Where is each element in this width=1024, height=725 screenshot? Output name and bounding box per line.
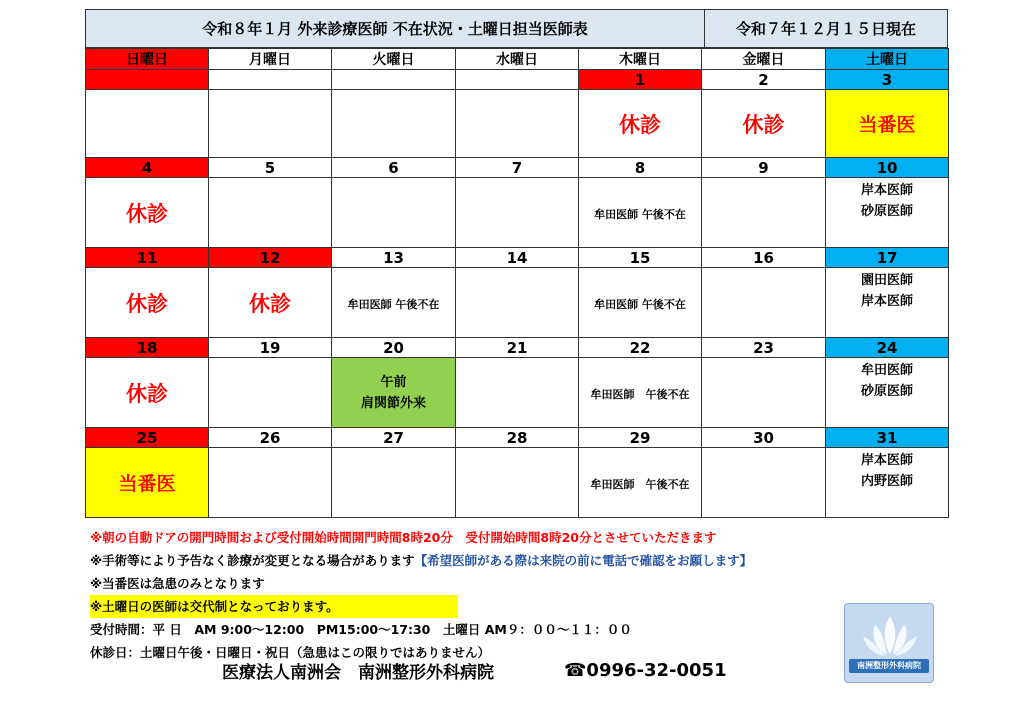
schedule-cell bbox=[702, 358, 826, 428]
schedule-sheet bbox=[85, 9, 948, 518]
date-number: 22 bbox=[579, 338, 702, 358]
schedule-cell bbox=[209, 358, 332, 428]
schedule-cell bbox=[579, 178, 702, 248]
schedule-cell bbox=[826, 358, 949, 428]
schedule-cell bbox=[579, 268, 702, 338]
schedule-row bbox=[86, 448, 949, 518]
schedule-cell bbox=[579, 448, 702, 518]
weekday-header: 土曜日 bbox=[826, 49, 949, 70]
closed-label: 休診 bbox=[742, 112, 785, 137]
schedule-cell bbox=[209, 268, 332, 338]
calendar-table bbox=[85, 48, 949, 518]
note-change-text: ※手術等により予告なく診療が変更となる場合があります bbox=[90, 553, 415, 568]
saturday-doctor: 岸本医師 bbox=[860, 294, 913, 309]
doctor-absence-note: 牟田医師 午後不在 bbox=[590, 388, 690, 401]
duty-doctor-label: 当番医 bbox=[118, 473, 176, 495]
date-number: 4 bbox=[86, 158, 209, 178]
doctor-absence-note: 牟田医師 午後不在 bbox=[347, 298, 440, 311]
closed-label: 休診 bbox=[126, 201, 168, 226]
schedule-cell bbox=[86, 178, 209, 248]
schedule-cell bbox=[826, 448, 949, 518]
date-number: 9 bbox=[702, 158, 826, 178]
date-row bbox=[86, 248, 949, 268]
closed-label: 休診 bbox=[126, 381, 168, 406]
schedule-cell bbox=[702, 448, 826, 518]
date-number: 26 bbox=[209, 428, 332, 448]
date-number: 3 bbox=[826, 70, 949, 90]
date-number bbox=[332, 70, 456, 90]
date-row bbox=[86, 158, 949, 178]
weekday-header-row bbox=[86, 49, 949, 70]
note-door-time: ※朝の自動ドアの開門時間および受付開始時間開門時間8時20分 受付開始時間8時20分とさせていただきます bbox=[90, 530, 717, 545]
duty-doctor-label: 当番医 bbox=[858, 114, 916, 136]
closed-label: 休診 bbox=[249, 291, 291, 316]
date-number: 1 bbox=[579, 70, 702, 90]
page-title: 令和８年１月 外来診療医師 不在状況・土曜日担当医師表 bbox=[86, 10, 705, 47]
saturday-doctor: 砂原医師 bbox=[860, 384, 913, 399]
date-number: 19 bbox=[209, 338, 332, 358]
date-number: 11 bbox=[86, 248, 209, 268]
date-row bbox=[86, 338, 949, 358]
date-number: 8 bbox=[579, 158, 702, 178]
note-saturday: ※土曜日の医師は交代制となっております。 bbox=[90, 595, 458, 618]
schedule-cell bbox=[579, 90, 702, 158]
date-number: 27 bbox=[332, 428, 456, 448]
weekday-header: 火曜日 bbox=[332, 49, 456, 70]
schedule-cell bbox=[332, 268, 456, 338]
date-row bbox=[86, 70, 949, 90]
date-number: 20 bbox=[332, 338, 456, 358]
special-clinic: 肩関節外来 bbox=[360, 395, 426, 411]
special-clinic: 午前 bbox=[380, 374, 407, 390]
note-duty: ※当番医は急患のみとなります bbox=[90, 576, 265, 591]
schedule-cell bbox=[826, 178, 949, 248]
schedule-row bbox=[86, 90, 949, 158]
date-number: 17 bbox=[826, 248, 949, 268]
schedule-cell bbox=[579, 358, 702, 428]
date-number bbox=[456, 70, 579, 90]
saturday-doctor: 内野医師 bbox=[860, 474, 913, 489]
date-number: 2 bbox=[702, 70, 826, 90]
schedule-row bbox=[86, 268, 949, 338]
weekday-header: 月曜日 bbox=[209, 49, 332, 70]
date-number: 31 bbox=[826, 428, 949, 448]
as-of-date: 令和７年１２月１５日現在 bbox=[735, 20, 916, 38]
schedule-row bbox=[86, 178, 949, 248]
date-number: 14 bbox=[456, 248, 579, 268]
doctor-absence-note: 牟田医師 午後不在 bbox=[594, 298, 686, 311]
schedule-cell bbox=[456, 178, 579, 248]
note-call-ahead: 【希望医師がある際は来院の前に電話で確認をお願します】 bbox=[414, 553, 753, 568]
date-number: 18 bbox=[86, 338, 209, 358]
schedule-cell bbox=[86, 268, 209, 338]
schedule-cell bbox=[209, 448, 332, 518]
doctor-absence-note: 牟田医師 午後不在 bbox=[590, 478, 690, 491]
saturday-doctor: 岸本医師 bbox=[860, 183, 913, 198]
phone-number: ☎0996-32-0051 bbox=[564, 659, 727, 681]
date-number: 21 bbox=[456, 338, 579, 358]
saturday-doctor: 牟田医師 bbox=[860, 363, 913, 378]
date-number: 29 bbox=[579, 428, 702, 448]
schedule-row bbox=[86, 358, 949, 428]
schedule-cell bbox=[456, 448, 579, 518]
schedule-cell bbox=[702, 268, 826, 338]
date-number: 16 bbox=[702, 248, 826, 268]
date-number: 10 bbox=[826, 158, 949, 178]
date-number: 25 bbox=[86, 428, 209, 448]
weekday-header: 木曜日 bbox=[579, 49, 702, 70]
closed-days: 休診日：土曜日午後・日曜日・祝日（急患はこの限りではありません） bbox=[90, 645, 491, 660]
date-number: 12 bbox=[209, 248, 332, 268]
date-number bbox=[209, 70, 332, 90]
schedule-cell bbox=[332, 448, 456, 518]
hospital-name: 医療法人南洲会 南洲整形外科病院 bbox=[222, 662, 494, 683]
schedule-cell bbox=[332, 358, 456, 428]
date-number bbox=[86, 70, 209, 90]
saturday-doctor: 園田医師 bbox=[860, 273, 913, 288]
note-change bbox=[90, 549, 950, 572]
closed-label: 休診 bbox=[126, 291, 168, 316]
schedule-cell bbox=[826, 90, 949, 158]
schedule-cell bbox=[456, 358, 579, 428]
weekday-header: 日曜日 bbox=[86, 49, 209, 70]
weekday-header: 金曜日 bbox=[702, 49, 826, 70]
schedule-cell bbox=[456, 268, 579, 338]
schedule-cell bbox=[332, 90, 456, 158]
schedule-cell bbox=[86, 358, 209, 428]
doctor-absence-note: 牟田医師 午後不在 bbox=[594, 208, 686, 221]
date-number: 6 bbox=[332, 158, 456, 178]
date-number: 24 bbox=[826, 338, 949, 358]
date-number: 28 bbox=[456, 428, 579, 448]
schedule-cell bbox=[86, 90, 209, 158]
logo-text: 南洲整形外科病院 bbox=[849, 659, 929, 673]
reception-hours: 受付時間：平 日 AM 9:00～12:00 PM15:00～17:30 土曜日 AM９：００～１１：００ bbox=[90, 622, 632, 637]
schedule-cell bbox=[332, 178, 456, 248]
date-number: 5 bbox=[209, 158, 332, 178]
closed-label: 休診 bbox=[619, 112, 661, 137]
schedule-cell bbox=[86, 448, 209, 518]
weekday-header: 水曜日 bbox=[456, 49, 579, 70]
saturday-doctor: 砂原医師 bbox=[860, 204, 913, 219]
schedule-cell bbox=[826, 268, 949, 338]
hospital-logo bbox=[844, 603, 934, 683]
date-row bbox=[86, 428, 949, 448]
date-number: 13 bbox=[332, 248, 456, 268]
date-number: 7 bbox=[456, 158, 579, 178]
footer bbox=[222, 655, 822, 685]
schedule-cell bbox=[456, 90, 579, 158]
title-row bbox=[85, 9, 948, 48]
date-number: 30 bbox=[702, 428, 826, 448]
date-number: 23 bbox=[702, 338, 826, 358]
date-number: 15 bbox=[579, 248, 702, 268]
schedule-cell bbox=[209, 178, 332, 248]
saturday-doctor: 岸本医師 bbox=[860, 453, 913, 468]
schedule-cell bbox=[209, 90, 332, 158]
schedule-cell bbox=[702, 178, 826, 248]
notes bbox=[90, 526, 950, 664]
schedule-cell bbox=[702, 90, 826, 158]
